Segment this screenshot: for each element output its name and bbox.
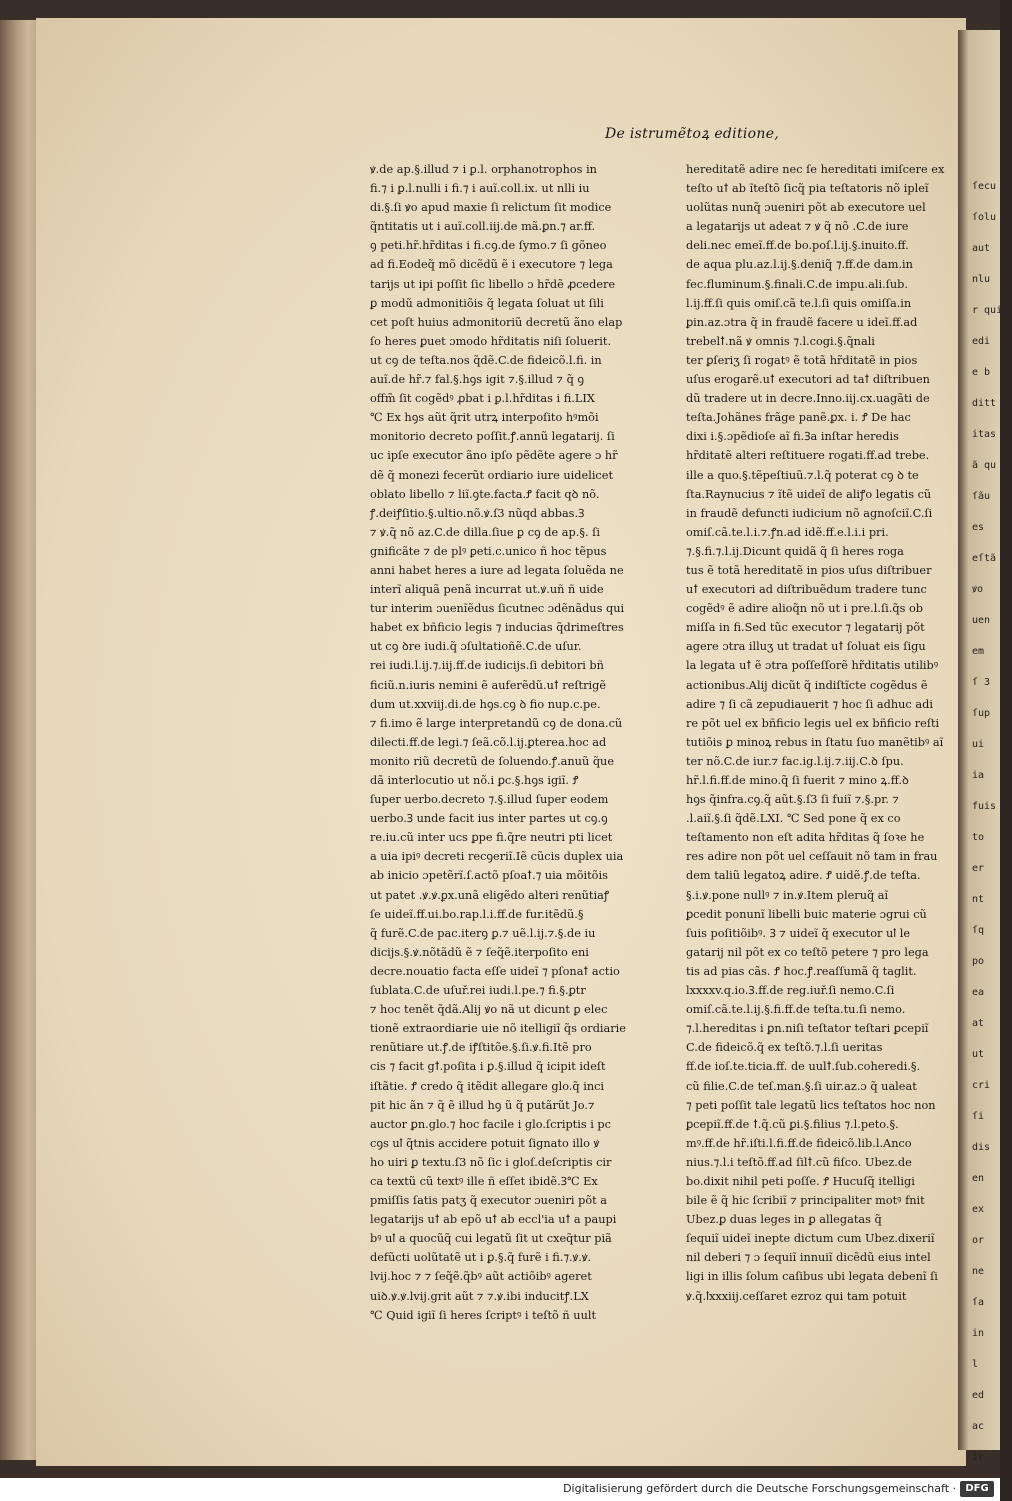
text-line: ꝭ.deiꝭſitio.§.ultio.nõ.ꝟ.ſ3 nũqd abbas.Ꝫ xyxy=(370,506,585,520)
facing-page-fragment: es xyxy=(972,522,985,533)
facing-page-fragment: ſãu xyxy=(972,491,991,502)
text-line: ficiũ.n.iuris nemini ẽ auferẽdũ.uꝉ reſtrigẽ xyxy=(370,678,607,692)
facing-page-fragment: in xyxy=(972,1328,985,1339)
facing-page-fragment: ui xyxy=(972,739,985,750)
text-line: adire ⁊ ſi cã zepudiauerit ⁊ hoc ſi adhuc adi xyxy=(686,697,933,711)
facing-page-fragment: ſi xyxy=(972,1111,985,1122)
text-line: bꝰ uꝉ a quocũq̃ cui legatũ ſit ut cxeq̃tur piã xyxy=(370,1232,612,1246)
text-line: gatarij nil põt ex co teſtõ petere ⁊ pro lega xyxy=(686,945,929,959)
text-line: re põt uel ex bñficio legis uel ex bñficio reſti xyxy=(686,716,940,730)
text-line: pmiſſis ſatis patʒ q̃ executor ɔueniri põt a xyxy=(370,1194,608,1208)
text-line: anni habet heres a iure ad legata ſoluẽda ne xyxy=(370,563,624,577)
text-line: hereditatẽ adire nec ſe hereditati imiſcere ex xyxy=(686,163,945,176)
facing-page-fragment: aut xyxy=(972,243,991,254)
text-line: pit hic ãn ⁊ q̃ ẽ illud hꝯ ũ q̃ putãrũt Jo.⁊ xyxy=(370,1098,595,1112)
text-line: ter nõ.C.de iur.⁊ fac.ig.l.ij.⁊.iij.C.ꝺ ſpu. xyxy=(686,754,904,768)
text-line: deli.nec emeĩ.ff.de bo.poſ.l.ij.§.inuito.ff. xyxy=(686,239,909,253)
text-line: ꝟ.q̃.ꝉxxxiij.ceſſaret ezroz qui tam potuit xyxy=(686,1289,907,1303)
text-line: fi.⁊ i ꝑ.l.nulli i fi.⁊ i auĩ.coll.ix. ut nlli iu xyxy=(370,182,590,196)
text-line: uc ipſe executor ãno ipſo pẽdẽte agere ɔ hr̃ xyxy=(370,449,618,463)
text-line: re.iu.cũ inter ucs ꝑpe fi.q̃re neutri pti licet xyxy=(370,831,613,845)
text-line: gnificãte ⁊ de plꝰ ꝑeti.c.unico ñ hoc tẽpus xyxy=(370,544,607,558)
text-line: monitorio decreto poſſit.ꝭ.annũ legatarij. ſi xyxy=(370,430,615,444)
text-line: ut cꝯ ꝺre iudi.q̃ ɔſultatioñẽ.C.de uſur. xyxy=(370,640,582,654)
text-line: uerbo.Ꝫ unde facit ius inter partes ut cꝯ.ꝯ xyxy=(370,812,608,826)
text-line: ꝑcedit ponunĩ libelli buic materie ɔgrui cũ xyxy=(686,907,927,921)
text-line: ille a quo.§.tẽpeſtiuũ.⁊.l.q̃ poterat cꝯ ꝺ te xyxy=(686,468,919,482)
facing-page-edge xyxy=(958,30,1003,1463)
text-line: ſequiĩ uideĩ inepte dictum cum Ubez.dixeriĩ xyxy=(686,1232,935,1246)
funding-notice: Digitalisierung gefördert durch die Deutsche Forschungsgemeinschaft · xyxy=(563,1482,956,1495)
text-line: dixi i.§.ɔpẽdioſe aĩ fi.Ꝫa inſtar heredis xyxy=(686,430,899,444)
text-line: ff.de ioſ.te.ticia.ff. de uulꝉ.ſub.coheredi.§. xyxy=(686,1060,921,1074)
text-line: res adire non põt uel ceſſauit nõ tam in frau xyxy=(686,850,938,864)
text-line: dũ tradere ut in decre.Inno.iij.cx.uagãti de xyxy=(686,392,930,406)
text-line: renũtiare ut.ꝭ.de iꝭſtitõe.§.ſi.ꝟ.fi.Itẽ pro xyxy=(370,1041,592,1055)
text-line: ꝑin.az.ɔtra q̃ in fraudẽ facere u ideĩ.ff.ad xyxy=(686,315,918,329)
facing-page-fragment: at xyxy=(972,1018,985,1029)
text-line: fec.fluminum.§.finali.C.de impu.ali.ſub. xyxy=(686,277,908,291)
facing-page-fragment: ia xyxy=(972,770,985,781)
dfg-logo: DFG xyxy=(960,1481,994,1497)
text-line: monito riũ decretũ de ſoluendo.ꝭ.anuũ q̃ue xyxy=(370,754,615,768)
facing-page-fragment: ac xyxy=(972,1421,985,1432)
text-line: teſta.Johãnes frãge panẽ.ꝑx. i. Ꝭ De hac xyxy=(686,411,911,425)
text-line: decre.nouatio facta eſſe uideĩ ⁊ pſonaꝉ actio xyxy=(370,964,620,978)
facing-page-fragment: ditt xyxy=(972,398,997,409)
text-line: ⁊.l.hereditas i ꝑn.niſi teſtator teſtari ꝑcepiĩ xyxy=(686,1022,929,1036)
facing-page-fragment: eſtã xyxy=(972,553,997,564)
text-line: tutiõis ꝑ minoꝝ rebus in ſtatu ſuo manẽtibꝰ aĩ xyxy=(686,735,944,749)
facing-page-fragment: ſ 3 xyxy=(972,677,991,688)
facing-page-fragment: er xyxy=(972,863,985,874)
text-line: ſuis poſitiõibꝰ. Ꝫ ⁊ uideĩ q̃ executor uꝉ le xyxy=(686,926,911,940)
text-line: de aqua plu.az.l.ij.§.deniq̃ ⁊.ff.de dam.in xyxy=(686,258,913,272)
text-line: omiſ.cã.te.l.ij.§.fi.ff.de teſta.tu.ſi nemo. xyxy=(686,1003,906,1017)
facing-page-fragment: r qui xyxy=(972,305,1003,316)
facing-page-fragment: fuis xyxy=(972,801,997,812)
text-line: ⁊ ꝟ.q̃ nõ az.C.de dilla.ſiue ꝑ cꝯ de ap.§. ſi xyxy=(370,525,600,539)
facing-page-fragment: po xyxy=(972,956,985,967)
text-line: Ubez.ꝑ duas leges in ꝑ allegatas q̃ xyxy=(686,1213,882,1227)
text-line: ⁊ hoc tenẽt q̃dã.Alij ꝟo nã ut dicunt ꝑ elec xyxy=(370,1003,608,1017)
facing-page-fragment: ut xyxy=(972,1049,985,1060)
text-line: cꝯs uꝉ q̃tnis accidere potuit ſignato illo ꝟ xyxy=(370,1136,600,1150)
text-line: ꝯ peti.hr̃.hr̃ditas i fi.cꝯ.de ſymo.⁊ ſi gõneo xyxy=(370,239,607,253)
facing-page-fragment: itas xyxy=(972,429,997,440)
text-line: auĩ.de hr̃.⁊ fal.§.hꝯs igit ⁊.§.illud ⁊ q̃ ꝯ xyxy=(370,373,585,387)
facing-page-fragment: ã qu xyxy=(972,460,997,471)
facing-page-fragment: ꝟo xyxy=(972,584,984,595)
text-line: ſta.Raynucius ⁊ ĩtẽ uideĩ de aliꝭo legatis cũ xyxy=(686,487,932,501)
text-line: ſe uideĩ.ff.ui.bo.rap.l.i.ff.de fur.itẽdũ.§ xyxy=(370,907,584,921)
text-line: cis ⁊ facit gꝉ.poſita i ꝑ.§.illud q̃ icipit ideſt xyxy=(370,1060,606,1074)
text-line: a legatarijs ut adeat ⁊ ꝟ q̃ nõ .C.de iure xyxy=(686,220,909,234)
facing-page-fragment: ne xyxy=(972,1266,985,1277)
text-line: cũ filie.C.de teſ.man.§.ſi uir.az.ɔ q̃ ualeat xyxy=(686,1079,917,1093)
facing-page-fragment: ex xyxy=(972,1204,985,1215)
text-line: dum ut.xxviij.di.de hꝯs.cꝯ ꝺ fio nup.c.pe. xyxy=(370,697,601,711)
text-line: uꝉ executori ad diſtribuẽdum tradere tunc xyxy=(686,583,927,597)
text-line: ꝑ modũ admonitiõis q̃ legata ſoluat ut ſili xyxy=(370,296,604,310)
text-line: ſo heres ꝑuet ɔmodo hr̃ditatis niſi ſoluerit. xyxy=(370,334,612,348)
text-line: uſus erogarẽ.uꝉ executori ad taꝉ diſtribuen xyxy=(686,373,930,387)
text-line: tus ẽ totã hereditatẽ in pios uſus diſtribuer xyxy=(686,563,932,577)
text-line: iſtãtie. Ꝭ credo q̃ itẽdit allegare glo.q̃ inci xyxy=(370,1079,605,1093)
text-line: cet poſt huius admonitoriũ decretũ ãno elap xyxy=(370,315,623,329)
text-line: interĩ aliquã penã incurrat ut.ꝟ.uñ ñ uide xyxy=(370,583,604,597)
facing-page-fragment: nt xyxy=(972,894,985,905)
text-line: ad fi.Eodeq̃ mõ dicẽdũ ẽ i executore ⁊ lega xyxy=(370,258,613,272)
facing-page-fragment: ir xyxy=(972,1452,985,1463)
text-line: tarijs ut ipi poſſit ſic libello ɔ hr̃dẽ ꝓcedere xyxy=(370,277,616,291)
text-line: ter ꝑſeriʒ ſi rogatꝰ ẽ totã hr̃ditatẽ in pios xyxy=(686,353,918,367)
text-line: dem taliũ legatoꝝ adire. Ꝭ uidẽ.ꝭ.de teſta. xyxy=(686,869,921,883)
text-line: l.ij.ff.ſi quis omiſ.cã te.l.ſi quis omiſſa.in xyxy=(686,296,912,310)
text-line: ſublata.C.de uſuř.rei iudi.l.pe.⁊ fi.§.ꝑtr xyxy=(370,984,586,998)
facing-page-fragment: en xyxy=(972,1173,985,1184)
text-line: ℃ Ex hꝯs aũt q̃rit utrꝝ interpoſito hꝰmõi xyxy=(370,411,599,425)
text-line: agere ɔtra illuʒ ut tradat uꝉ ſoluat eis ſigu xyxy=(686,640,926,654)
text-line: offm̃ ſit cogẽdꝰ ꝓbat i ꝑ.l.hr̃ditas i fi.LIX xyxy=(370,392,595,406)
text-line: cogẽdꝰ ẽ adire alioq̃n nõ ut i pre.l.ſi.q̃s ob xyxy=(686,602,924,616)
facing-page-fragment: l xyxy=(972,1359,979,1370)
facing-page-fragment: nlu xyxy=(972,274,991,285)
text-line: defũcti uolũtatẽ ut i ꝑ.§.q̃ furẽ i fi.⁊.ꝟ.ꝟ. xyxy=(370,1251,592,1265)
text-line: hr̃ditatẽ alteri reſtituere rogati.ff.ad trebe. xyxy=(686,449,930,463)
text-line: tionẽ extraordiarie uie nõ itelligiĩ q̃s ordiarie xyxy=(370,1022,626,1036)
text-line: .l.aiĩ.§.ſi q̃dẽ.LXI. ℃ Sed pone q̃ ex co xyxy=(686,812,901,826)
book-page-edges xyxy=(0,20,40,1460)
text-line: §.i.ꝟ.pone nullꝰ ⁊ in.ꝟ.Item pleruq̃ aĩ xyxy=(686,888,889,902)
text-line: ho uiri ꝑ textu.ſ3 nõ ſic i gloſ.deſcriptis cir xyxy=(370,1155,612,1169)
text-line: ⁊ peti poſſit tale legatũ lics teſtatos hoc non xyxy=(686,1098,936,1112)
facing-page-fragment: ſup xyxy=(972,708,991,719)
text-line: in fraudẽ defuncti iudicium nõ agnoſciĩ.C.ſi xyxy=(686,506,933,520)
text-line: auctor ꝑn.glo.⁊ hoc facile i glo.ſcriptis i pc xyxy=(370,1117,611,1131)
facing-page-fragment: ea xyxy=(972,987,985,998)
text-line: ca textũ cũ textꝰ ille ñ eſſet ibidẽ.Ꝫ℃ Ex xyxy=(370,1174,598,1188)
text-line: lxxxxv.q.io.Ꝫ.ff.de reg.iuř.ſi nemo.C.ſi xyxy=(686,984,895,998)
text-line: a uia ipiꝰ decreti recꝯeriĩ.Iẽ cũcis duplex uia xyxy=(370,850,624,864)
text-line: mꝰ.ff.de hr̃.iſti.l.fi.ff.de fideicõ.lib.l.Anco xyxy=(686,1136,912,1150)
text-line: ligi in illis ſolum caſibus ubi legata debenĩ ſi xyxy=(686,1270,938,1284)
text-line: tur interim ɔuenĩẽdus ſicutnec ɔdẽnãdus qui xyxy=(370,602,625,616)
right-text-column xyxy=(686,160,956,1325)
text-line: uolũtas nunq̃ ɔueniri põt ab executore uel xyxy=(686,201,926,215)
text-line: legatarijs uꝉ ab epõ uꝉ ab eccl'ia uꝉ a paupi xyxy=(370,1213,617,1227)
facing-page-fragment: ſolu xyxy=(972,212,997,223)
facing-page-fragment: dis xyxy=(972,1142,991,1153)
text-line: tis ad pias cãs. Ꝭ hoc.ꝭ.reaſſumã q̃ taglit. xyxy=(686,964,917,978)
facing-page-fragment: cri xyxy=(972,1080,991,1091)
text-line: nil deberi ⁊ ɔ ſequiĩ innuiĩ dicẽdũ eius intel xyxy=(686,1251,931,1265)
text-line: la legata uꝉ ẽ ɔtra poſſeſſorẽ hr̃ditatis utilibꝰ xyxy=(686,659,939,673)
text-line: C.de fideicõ.q̃ ex teſtõ.⁊.l.ſi ueritas xyxy=(686,1041,883,1055)
facing-page-fragment: em xyxy=(972,646,985,657)
text-line: hr̃.l.fi.ff.de mino.q̃ ſi fuerit ⁊ mino ꝝ.ff.ꝺ xyxy=(686,774,909,787)
facing-page-fragment: ſa xyxy=(972,1297,985,1308)
text-line: bile ẽ q̃ hic ſcribiĩ ⁊ principaliter motꝰ fnit xyxy=(686,1194,925,1208)
text-line: ſuper uerbo.decreto ⁊.§.illud ſuper eodem xyxy=(370,793,609,807)
text-line: oblato libello ⁊ liĩ.ꝯte.facta.Ꝭ facit qꝺ nõ. xyxy=(370,487,600,501)
text-line: dã interlocutio ut nõ.i ꝑc.§.hꝯs igiĩ. Ꝭ xyxy=(370,774,579,787)
text-line xyxy=(686,1306,956,1325)
text-line: ab inicio ɔpetẽrĩ.ſ.actõ pſoaꝉ.⁊ uia mõitõis xyxy=(370,869,608,883)
text-line: miſſa in fi.Sed tũc executor ⁊ legatarij põt xyxy=(686,621,925,635)
facing-page-fragment: to xyxy=(972,832,985,843)
text-line: bo.dixit nihil peti poſſe. Ꝭ Hucuſq̃ itelligi xyxy=(686,1174,915,1188)
text-line: ⁊.§.fi.⁊.l.ij.Dicunt quidã q̃ ſi heres roga xyxy=(686,544,904,558)
facing-page-fragment: edi xyxy=(972,336,991,347)
facing-page-fragment: ſq xyxy=(972,925,985,936)
text-line: q̃ furẽ.C.de pac.iterꝯ ꝑ.⁊ uẽ.l.ij.⁊.§.de iu xyxy=(370,926,596,940)
text-line: actionibus.Alij dicũt q̃ indiſtĩcte cogẽdus ẽ xyxy=(686,678,928,692)
text-line: rei iudi.l.ij.⁊.iij.ff.de iudicijs.ſi debitori bñ xyxy=(370,659,604,673)
text-line: dẽ q̃ monezi fecerũt ordiario iure uidelicet xyxy=(370,468,613,482)
text-line: ℃ Quid igiĩ ſi heres ſcriptꝰ i teſtõ ñ uult xyxy=(370,1308,596,1322)
text-line: ut cꝯ de teſta.nos q̃dẽ.C.de fideicõ.l.fi. in xyxy=(370,353,602,367)
text-line: q̃ntitatis ut i auĩ.coll.iij.de mã.ꝑn.⁊ ar.ff. xyxy=(370,220,596,234)
text-line: omiſ.cã.te.l.i.⁊.ꝭn.ad idẽ.ff.e.l.i.i pri. xyxy=(686,525,889,539)
text-line: uiꝺ.ꝟ.ꝟ.lvij.grit aũt ⁊ ⁊.ꝟ.ibi inducitꝭ.LX xyxy=(370,1289,589,1303)
text-line: ut patet .ꝟ.ꝟ.ꝑx.unã eligẽdo alteri renũtiaꝭ xyxy=(370,888,610,902)
text-line: hꝯs q̃infra.cꝯ.q̃ aũt.§.ſ3 ſi fuiĩ ⁊.§.pr. ⁊ xyxy=(686,793,900,807)
facing-page-fragment: e b xyxy=(972,367,991,378)
left-text-column xyxy=(370,160,655,1325)
text-line: ꝑcepiĩ.ff.de ꝉ.q̃.cũ ꝑi.§.filius ⁊.l.peto.§. xyxy=(686,1117,899,1131)
text-line: teſtamento non eſt adita hr̃ditas q̃ ſoꝛe he xyxy=(686,831,925,845)
text-line: nius.⁊.l.i teſtõ.ff.ad ſilꝉ.cũ fiſco. Ubez.de xyxy=(686,1155,912,1169)
text-line: trebelꝉ.nã ꝟ omnis ⁊.l.cogi.§.q̃nali xyxy=(686,334,875,348)
text-line: teſto uꝉ ab ĩteſtõ ſicq̃ pia teſtatoris nõ ipleĩ xyxy=(686,182,929,196)
text-line: ⁊ fi.imo ẽ large interpretandũ cꝯ de dona.cũ xyxy=(370,716,623,730)
facing-page-fragment: ſecu xyxy=(972,181,997,192)
facing-page-fragment: uen xyxy=(972,615,991,626)
text-line: ꝟ.de ap.§.illud ⁊ i ꝑ.l. orphanotrophos in xyxy=(370,163,597,176)
text-line: di.§.ſi ꝟo apud maxie ſi relictum ſit modice xyxy=(370,201,612,215)
text-line: dicijs.§.ꝟ.nõtãdũ ẽ ⁊ ſeq̃ẽ.iterpoſito eni xyxy=(370,945,589,959)
text-line: lvij.hoc ⁊ ⁊ ſeq̃ẽ.q̃bꝰ aũt actiõibꝰ ageret xyxy=(370,1270,592,1284)
facing-page-fragment: or xyxy=(972,1235,985,1246)
running-header: De istrumẽtoꝝ editione, xyxy=(605,126,780,142)
footer-bar xyxy=(0,1478,1000,1501)
text-line: dilecti.ff.de legi.⁊ ſeã.cõ.l.ij.ꝑterea.hoc ad xyxy=(370,735,607,749)
facing-page-fragment: ed xyxy=(972,1390,985,1401)
text-line: habet ex bñficio legis ⁊ inducias q̃drimeſtres xyxy=(370,621,624,635)
